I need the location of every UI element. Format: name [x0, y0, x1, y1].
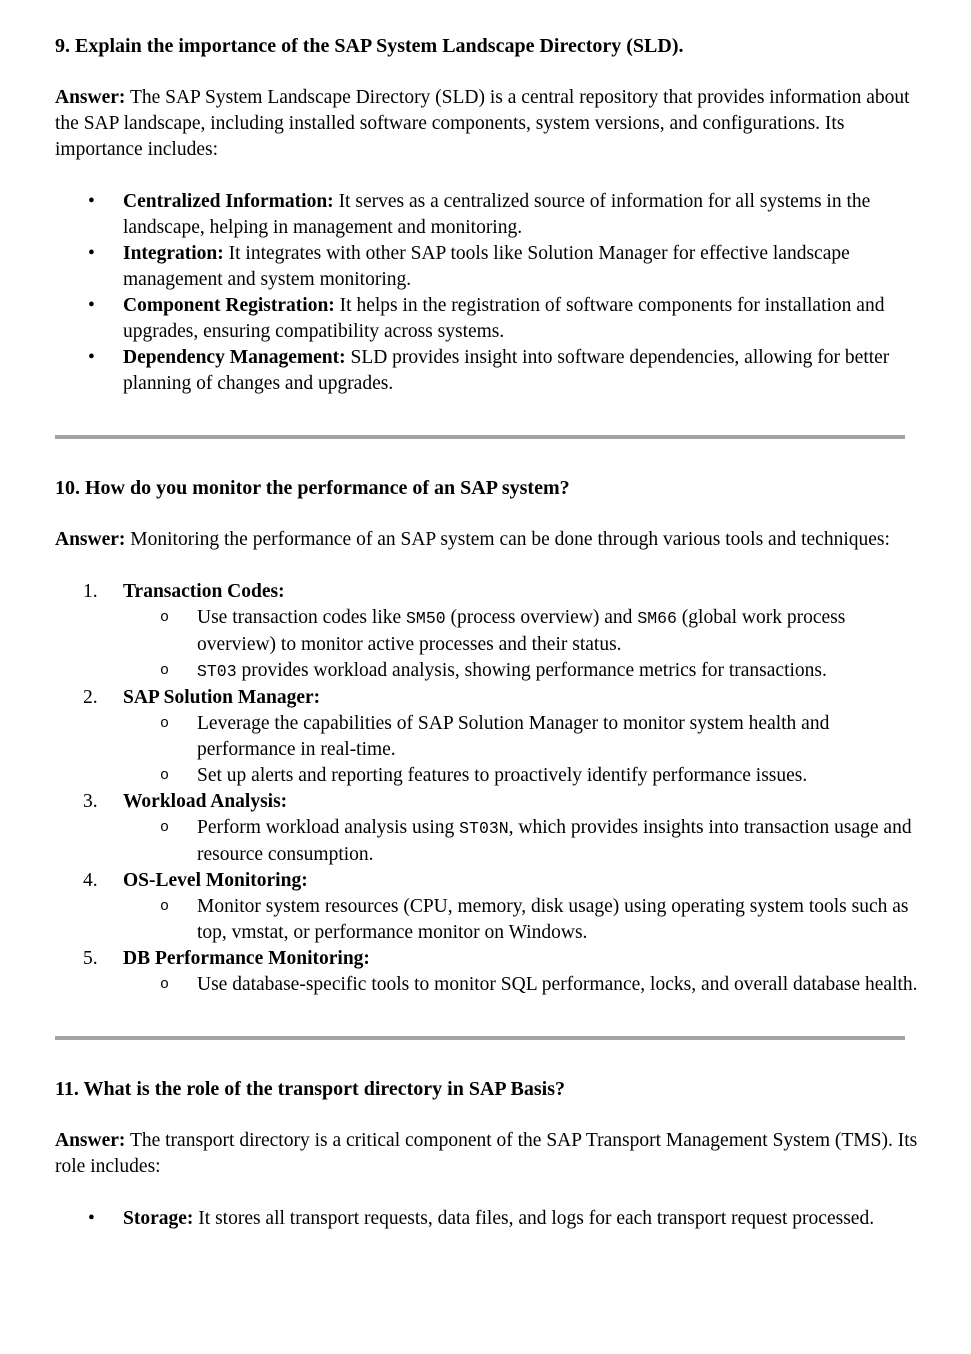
sub-bullet-marker: o	[160, 715, 170, 732]
list-number-marker: 4.	[83, 870, 98, 891]
qa-list	[55, 1206, 921, 1232]
sub-item-text: Perform workload analysis using	[197, 817, 460, 838]
list-number-marker: 2.	[83, 687, 98, 708]
question-heading: 9. Explain the importance of the SAP System Landscape Directory (SLD).	[55, 35, 684, 57]
answer-text: The transport directory is a critical component of the SAP Transport Management System (TMS). Its role includes:	[55, 1130, 918, 1177]
list-item	[55, 789, 921, 815]
sub-item-text: (process overview) and	[445, 607, 638, 628]
list-item-text: It helps in the registration of software components for installation and upgrades, ensuring compatibility across systems.	[123, 295, 885, 342]
transaction-code: SM66	[637, 609, 677, 628]
sub-bullet-marker: o	[160, 767, 170, 784]
list-item-label: Integration:	[123, 243, 224, 264]
answer-paragraph	[55, 1128, 921, 1180]
answer-label: Answer:	[55, 1130, 126, 1151]
qa-section-q9	[55, 33, 921, 397]
sub-bullet-marker: o	[160, 976, 170, 993]
list-item	[55, 868, 921, 894]
sub-item-text: Set up alerts and reporting features to proactively identify performance issues.	[197, 765, 808, 786]
bullet-marker: •	[88, 1208, 95, 1229]
bullet-marker: •	[88, 295, 95, 316]
sub-list-item	[55, 815, 921, 868]
sub-item-text: Use transaction codes like	[197, 607, 407, 628]
qa-list	[55, 189, 921, 397]
list-item-label: Dependency Management:	[123, 347, 346, 368]
list-item	[55, 946, 921, 972]
list-item	[55, 241, 921, 293]
list-item	[55, 685, 921, 711]
transaction-code: SM50	[406, 609, 446, 628]
section-divider	[55, 1036, 905, 1040]
answer-label: Answer:	[55, 529, 126, 550]
sub-item-text: provides workload analysis, showing performance metrics for transactions.	[236, 660, 827, 681]
qa-list	[55, 579, 921, 998]
sub-list-item	[55, 763, 921, 789]
question-heading: 11. What is the role of the transport directory in SAP Basis?	[55, 1078, 565, 1100]
list-item-text: It serves as a centralized source of information for all systems in the landscape, helping in management and monitoring.	[123, 191, 871, 238]
sub-bullet-marker: o	[160, 898, 170, 915]
list-item-label: Centralized Information:	[123, 191, 334, 212]
document-content	[55, 33, 921, 1232]
list-item-text: It stores all transport requests, data files, and logs for each transport request processed.	[198, 1208, 875, 1229]
answer-paragraph	[55, 85, 921, 163]
sub-item-text: , which provides insights into transaction usage and resource consumption.	[197, 817, 912, 865]
sub-list-item	[55, 972, 921, 998]
qa-section-q11	[55, 1076, 921, 1232]
bullet-marker: •	[88, 347, 95, 368]
transaction-code: ST03	[197, 662, 237, 681]
list-item-text: It integrates with other SAP tools like Solution Manager for effective landscape management and system monitoring.	[123, 243, 850, 290]
sub-item-text: Use database-specific tools to monitor SQL performance, locks, and overall database health.	[197, 974, 918, 995]
answer-text: The SAP System Landscape Directory (SLD) is a central repository that provides information about the SAP landscape, including installed software components, system versions, and configurations. Its importance includes:	[55, 87, 910, 160]
section-divider	[55, 435, 905, 439]
transaction-code: ST03N	[459, 819, 509, 838]
answer-paragraph	[55, 527, 921, 553]
sub-list-item	[55, 894, 921, 946]
qa-section-q10	[55, 475, 921, 998]
sub-item-text: Monitor system resources (CPU, memory, disk usage) using operating system tools such as top, vmstat, or performance monitor on Windows.	[197, 896, 909, 943]
answer-label: Answer:	[55, 87, 126, 108]
list-number-marker: 3.	[83, 791, 98, 812]
list-item	[55, 579, 921, 605]
sub-list-item	[55, 711, 921, 763]
list-item-label: OS-Level Monitoring:	[123, 870, 308, 891]
list-item-text: SLD provides insight into software dependencies, allowing for better planning of changes and upgrades.	[123, 347, 890, 394]
list-item	[55, 293, 921, 345]
list-item-label: Transaction Codes:	[123, 581, 285, 602]
answer-text: Monitoring the performance of an SAP system can be done through various tools and techniques:	[130, 529, 890, 550]
bullet-marker: •	[88, 191, 95, 212]
list-item	[55, 1206, 921, 1232]
sub-bullet-marker: o	[160, 609, 170, 626]
question-heading: 10. How do you monitor the performance of an SAP system?	[55, 477, 570, 499]
sub-item-text: (global work process overview) to monitor active processes and their status.	[197, 607, 846, 655]
list-number-marker: 1.	[83, 581, 98, 602]
sub-bullet-marker: o	[160, 819, 170, 836]
sub-bullet-marker: o	[160, 662, 170, 679]
list-item-label: Workload Analysis:	[123, 791, 288, 812]
list-item-label: Component Registration:	[123, 295, 335, 316]
sub-list-item	[55, 658, 921, 685]
bullet-marker: •	[88, 243, 95, 264]
sub-item-text: Leverage the capabilities of SAP Solution Manager to monitor system health and performance in real-time.	[197, 713, 830, 760]
sub-list-item	[55, 605, 921, 658]
list-number-marker: 5.	[83, 948, 98, 969]
list-item	[55, 345, 921, 397]
list-item	[55, 189, 921, 241]
list-item-label: SAP Solution Manager:	[123, 687, 321, 708]
list-item-label: Storage:	[123, 1208, 194, 1229]
list-item-label: DB Performance Monitoring:	[123, 948, 370, 969]
